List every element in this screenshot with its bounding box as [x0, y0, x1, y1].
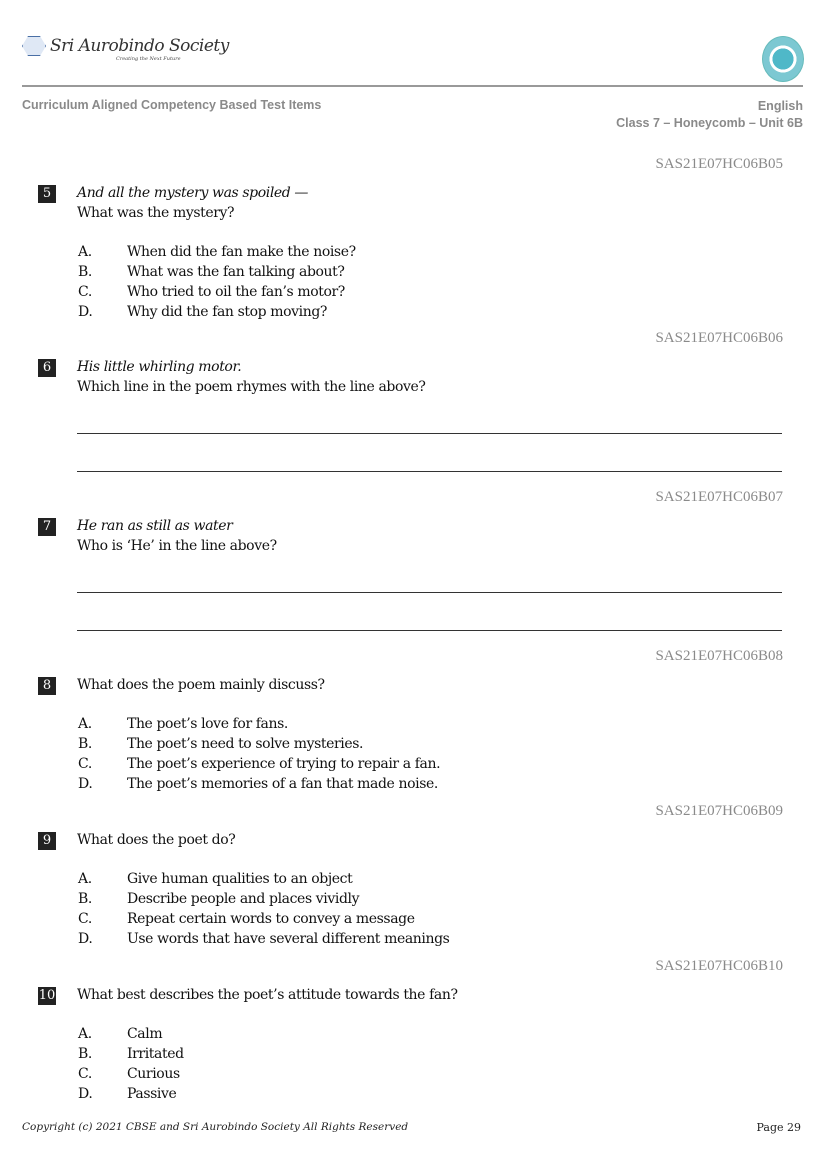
logo-tagline: Creating the Next Future: [116, 56, 181, 62]
option-d: [78, 1086, 176, 1102]
option-letter: D.: [78, 1086, 93, 1102]
option-letter: A.: [78, 871, 92, 887]
option-d: [78, 304, 327, 320]
item-code: SAS21E07HC06B06: [655, 330, 783, 346]
option-text: The poet’s experience of trying to repair a fan.: [127, 756, 441, 772]
question-number: 6: [38, 359, 56, 377]
option-text: Why did the fan stop moving?: [127, 304, 328, 320]
item-code: SAS21E07HC06B08: [655, 648, 783, 664]
item-code: SAS21E07HC06B07: [655, 489, 783, 505]
answer-line[interactable]: [77, 471, 782, 472]
question-number: 7: [38, 518, 56, 536]
question-number: 8: [38, 677, 56, 695]
subject: English: [757, 99, 803, 113]
item-code: SAS21E07HC06B10: [655, 958, 783, 974]
question-text: What best describes the poet’s attitude towards the fan?: [77, 987, 458, 1003]
logo-emblem-icon: [22, 36, 46, 56]
option-b: [78, 1046, 184, 1062]
option-text: Describe people and places vividly: [127, 891, 360, 907]
copyright: Copyright (c) 2021 CBSE and Sri Aurobindo Society All Rights Reserved: [22, 1121, 409, 1133]
option-letter: C.: [78, 911, 92, 927]
option-text: Curious: [127, 1066, 180, 1082]
option-text: When did the fan make the noise?: [127, 244, 356, 260]
option-b: [78, 891, 359, 907]
sri-aurobindo-society-logo: [22, 36, 229, 62]
option-text: Who tried to oil the fan’s motor?: [127, 284, 345, 300]
option-c: [78, 284, 345, 300]
option-text: Calm: [127, 1026, 163, 1042]
question-quote: He ran as still as water: [77, 518, 233, 534]
answer-line[interactable]: [77, 592, 782, 593]
question-text: Who is ‘He’ in the line above?: [77, 538, 277, 554]
option-b: [78, 736, 363, 752]
option-text: Use words that have several different meanings: [127, 931, 450, 947]
option-text: Repeat certain words to convey a message: [127, 911, 415, 927]
option-letter: D.: [78, 304, 93, 320]
option-c: [78, 911, 415, 927]
option-letter: B.: [78, 1046, 92, 1062]
page-number: Page 29: [756, 1121, 801, 1134]
option-a: [78, 716, 288, 732]
question-number: 10: [38, 988, 56, 1003]
option-a: [78, 871, 352, 887]
option-letter: D.: [78, 776, 93, 792]
option-letter: B.: [78, 891, 92, 907]
question-number: 9: [38, 832, 56, 850]
option-letter: C.: [78, 756, 92, 772]
header-divider: [22, 85, 803, 87]
item-code: SAS21E07HC06B09: [655, 803, 783, 819]
option-letter: B.: [78, 264, 92, 280]
option-text: Give human qualities to an object: [127, 871, 353, 887]
option-text: The poet’s memories of a fan that made noise.: [127, 776, 438, 792]
option-b: [78, 264, 345, 280]
option-letter: A.: [78, 1026, 92, 1042]
option-text: Passive: [127, 1086, 177, 1102]
option-letter: A.: [78, 716, 92, 732]
option-a: [78, 1026, 162, 1042]
option-letter: D.: [78, 931, 93, 947]
option-letter: C.: [78, 1066, 92, 1082]
class-unit: Class 7 – Honeycomb – Unit 6B: [616, 116, 803, 130]
option-a: [78, 244, 356, 260]
option-letter: A.: [78, 244, 92, 260]
option-text: What was the fan talking about?: [127, 264, 345, 280]
answer-line[interactable]: [77, 433, 782, 434]
option-text: The poet’s need to solve mysteries.: [127, 736, 364, 752]
item-code: SAS21E07HC06B05: [655, 156, 783, 172]
question-quote: His little whirling motor.: [77, 359, 242, 375]
header-subject-info: [616, 98, 803, 132]
header-title: Curriculum Aligned Competency Based Test Items: [22, 98, 322, 112]
logo-text: Sri Aurobindo Society: [50, 36, 229, 56]
option-letter: B.: [78, 736, 92, 752]
question-text: What was the mystery?: [77, 205, 235, 221]
option-text: The poet’s love for fans.: [127, 716, 288, 732]
cbse-seal-icon: [762, 36, 804, 82]
question-quote: And all the mystery was spoiled —: [77, 185, 308, 201]
question-text: What does the poet do?: [77, 832, 236, 848]
option-d: [78, 776, 438, 792]
option-text: Irritated: [127, 1046, 184, 1062]
option-c: [78, 1066, 180, 1082]
option-letter: C.: [78, 284, 92, 300]
option-d: [78, 931, 449, 947]
question-text: What does the poem mainly discuss?: [77, 677, 325, 693]
question-text: Which line in the poem rhymes with the line above?: [77, 379, 426, 395]
question-number: 5: [38, 185, 56, 203]
answer-line[interactable]: [77, 630, 782, 631]
option-c: [78, 756, 440, 772]
